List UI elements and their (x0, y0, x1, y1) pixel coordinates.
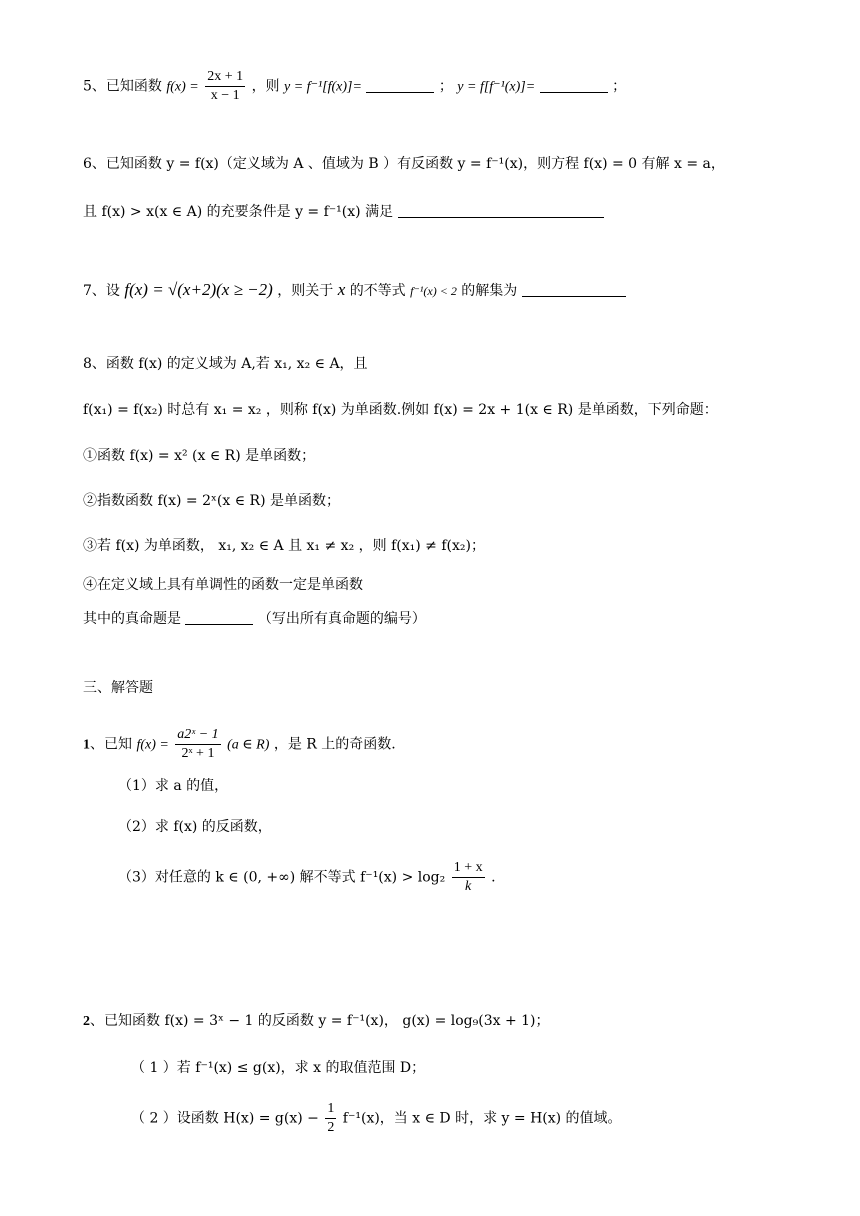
q1-sub-1-text: （1）求 a 的值， (118, 778, 229, 794)
p8-tail-suffix: （写出所有真命题的编号） (257, 611, 426, 627)
q1-stem (83, 726, 396, 763)
q1-sub-2 (118, 817, 272, 837)
problem-7 (83, 280, 626, 301)
p5-end: ； (612, 78, 627, 95)
q2-sub-2-prefix: （ 2 ）设函数 H(x) = g(x) − (131, 1110, 319, 1127)
p7-mid2: 的不等式 (349, 283, 406, 299)
p8-item-2-text: ②指数函数 f(x) = 2ˣ(x ∈ R) 是单函数； (83, 493, 340, 509)
p7-end: 的解集为 (461, 283, 518, 299)
p6-line-1 (83, 154, 725, 174)
p5-sep: ； (438, 78, 453, 95)
section-3-title-text: 三、解答题 (83, 680, 153, 696)
p5-frac-den: x − 1 (210, 88, 240, 103)
p8-tail-prefix: 其中的真命题是 (83, 611, 181, 627)
q2-sub-2 (131, 1100, 622, 1137)
q1-number: 1 (83, 737, 90, 753)
p7-prefix: 7、设 (83, 283, 120, 299)
q1-frac-den: 2ˣ + 1 (181, 746, 215, 761)
q1-fx: f(x) = (136, 737, 169, 753)
p8-item-4 (83, 575, 363, 595)
p6-line-2 (83, 202, 604, 222)
q2-text: 、已知函数 f(x) = 3ˣ − 1 的反函数 y = f⁻¹(x)， g(x) = log₉(3x + 1)； (90, 1013, 550, 1029)
p5-expr2: y = f[f⁻¹(x)]= (457, 79, 536, 95)
p6-text-1: 6、已知函数 y = f(x)（定义域为 A 、值域为 B ）有反函数 y = f⁻¹(x)，则方程 f(x) = 0 有解 x = a， (83, 156, 725, 172)
p5-fraction (205, 68, 245, 105)
p5-expr1: y = f⁻¹[f(x)]= (284, 79, 362, 95)
q1-sub-3 (118, 859, 496, 896)
p8-item-2 (83, 491, 340, 511)
p8-item-3-text: ③若 f(x) 为单函数， x₁, x₂ ∈ A 且 x₁ ≠ x₂ ，则 f(x₁) ≠ f(x₂)； (83, 538, 485, 554)
p7-fx: f(x) = √(x+2)(x ≥ −2) (124, 280, 273, 299)
p5-prefix: 5、已知函数 (83, 78, 162, 95)
q2-sub-2-den: 2 (327, 1120, 335, 1135)
p7-mid: ，则关于 (277, 283, 334, 299)
p5-blank-1[interactable] (366, 92, 434, 93)
p8-tail (83, 609, 426, 629)
p8-blank[interactable] (185, 624, 253, 625)
q1-prefix: 、已知 (90, 736, 132, 753)
q2-sub-1 (131, 1058, 425, 1078)
p6-blank[interactable] (398, 217, 604, 218)
p5-fx: f(x) = (166, 79, 199, 95)
q2-sub-1-text: （ 1 ）若 f⁻¹(x) ≤ g(x)，求 x 的取值范围 D； (131, 1060, 426, 1076)
q1-sub-2-text: （2）求 f(x) 的反函数， (118, 819, 272, 835)
q1-sub-3-den: k (465, 879, 472, 894)
q1-cond: (a ∈ R) (227, 737, 270, 753)
p7-var: x (337, 280, 346, 299)
p8-line-2 (83, 400, 718, 420)
q1-frac-num: a2ˣ − 1 (175, 726, 220, 745)
q1-fraction (175, 726, 220, 763)
p5-blank-2[interactable] (540, 92, 608, 93)
q1-sub-3-fraction (452, 859, 485, 896)
q1-sub-3-num: 1 + x (452, 859, 485, 878)
p8-text-2: f(x₁) = f(x₂) 时总有 x₁ = x₂ ，则称 f(x) 为单函数.例如 f(x) = 2x + 1(x ∈ R) 是单函数，下列命题： (83, 402, 718, 418)
p6-text-2: 且 f(x) > x(x ∈ A) 的充要条件是 y = f⁻¹(x) 满足 (83, 204, 394, 220)
section-3-title (83, 678, 153, 698)
p8-item-1 (83, 446, 315, 466)
p8-item-1-text: ①函数 f(x) = x² (x ∈ R) 是单函数； (83, 448, 316, 464)
q2-number: 2 (83, 1014, 90, 1029)
q1-suffix: ，是 R 上的奇函数. (273, 736, 396, 753)
p8-item-4-text: ④在定义域上具有单调性的函数一定是单函数 (83, 577, 363, 593)
p8-text-1: 8、函数 f(x) 的定义域为 A,若 x₁, x₂ ∈ A，且 (83, 356, 368, 372)
q2-sub-2-fraction (325, 1100, 336, 1137)
q2-sub-2-suffix: f⁻¹(x)，当 x ∈ D 时，求 y = H(x) 的值域。 (342, 1110, 622, 1127)
q2-sub-2-num: 1 (325, 1100, 336, 1119)
p5-mid: ，则 (251, 78, 280, 95)
q1-sub-1 (118, 776, 228, 796)
p8-item-3 (83, 536, 485, 556)
p5-frac-num: 2x + 1 (205, 68, 245, 87)
p7-ineq: f⁻¹(x) < 2 (410, 284, 457, 298)
problem-5 (83, 68, 626, 105)
p7-blank[interactable] (522, 296, 626, 297)
q2-stem (83, 1011, 550, 1032)
q1-sub-3-end: . (491, 869, 496, 886)
p8-line-1 (83, 354, 368, 374)
q1-sub-3-prefix: （3）对任意的 k ∈ (0, +∞) 解不等式 f⁻¹(x) > log₂ (118, 869, 446, 886)
